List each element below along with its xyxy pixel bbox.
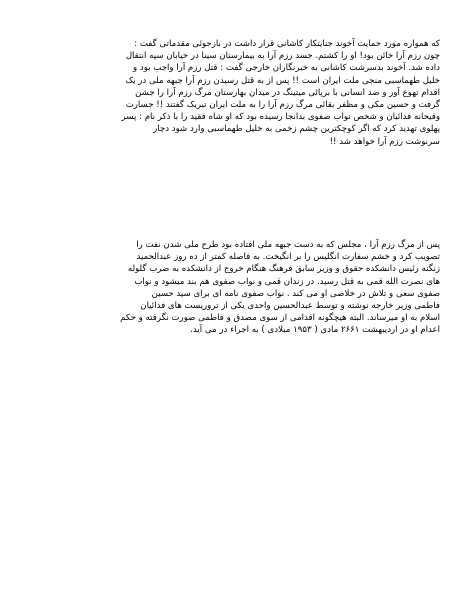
paragraph-line: های نصرت الله قمی به قتل رسید. در زندان قمی و نواب صفوی هم بند میشود و نواب	[134, 276, 440, 287]
paragraph-line: زنگنه رئیس دانشکده حقوق و وزیر سابق فرهنگ هنگام خروج از دانشکده به ضرب گلوله	[127, 264, 440, 275]
paragraph-line: پس از مرگ رزم آرا ، مجلس که به دست جبهه ملی افتاده بود طرح ملی شدن نفت را	[136, 240, 440, 250]
paragraph-line: پهلوی تهدید کرد که اگر کوچکترین چشم زخمی به خلیل طهماسبی وارد شود دچار	[153, 124, 440, 135]
paragraph-line: اعدام او در اردیبهشت ۲۶۶۱ مادی ( ۱۹۵۳ میلادی ) به اجراء در می آید.	[190, 325, 440, 336]
paragraph-line: وقیحانه فدائیان و شخص نواب صفوی بدانجا رسیده بود که او شاه فقید را با ذکر نام : پسر	[121, 112, 440, 123]
paragraph-line: خلیل طهماسبی منجی ملت ایران است !! پس از به قتل رسیدن رزم آرا جبهه ملی در یک	[125, 75, 440, 86]
paragraph-line: چون رزم آرا خائن بود! او را کشتم. جسد رزم آرا به بیمارستان سینا در خیابان سپه انتقال	[125, 51, 440, 62]
paragraph-1	[22, 38, 440, 148]
paragraph-line: فاطمی وزیر خارجه نوشته و توسط عبدالحسین واحدی یکی از تروریست های فدائیان	[140, 301, 440, 312]
paragraph-line: اسلام به او میرساند. البته هیچگونه اقدامی از سوی مصدق و فاطمی صورت نگرفته و حکم	[120, 313, 440, 324]
paragraph-line: اقدام تهوع آور و ضد انسانی با برپائی میتینگ در میدان بهارستان مرگ رزم آرا را جشن	[135, 87, 440, 98]
paragraph-line: سرنوشت رزم آرا خواهد شد !!	[329, 136, 440, 147]
paragraph-2	[22, 239, 440, 337]
paragraph-line: صفوی سعی و تلاش در خلاصی او می کند . نواب صفوی نامه ای برای سید حسین	[151, 288, 440, 299]
paragraph-line: گرفت و حسین مکی و مظفر بقائی مرگ رزم آرا را به ملت ایران تبریک گفتند !! جسارت	[125, 100, 440, 111]
paragraph-line: داده شد. آخوند بدسرشت کاشانی به خبرنگاران خارجی گفت : قتل رزم آرا واجب بود و	[132, 63, 440, 74]
paragraph-line: که همواره مورد حمایت آخوند جنایتکار کاشانی قرار داشت در بازجوئی مقدماتی گفت :	[134, 39, 440, 49]
paragraph-line: تصویب کرد و خشم سفارت انگلیس را بر انگیخت. به فاصله کمتر از ده روز عبدالحمید	[136, 252, 440, 263]
